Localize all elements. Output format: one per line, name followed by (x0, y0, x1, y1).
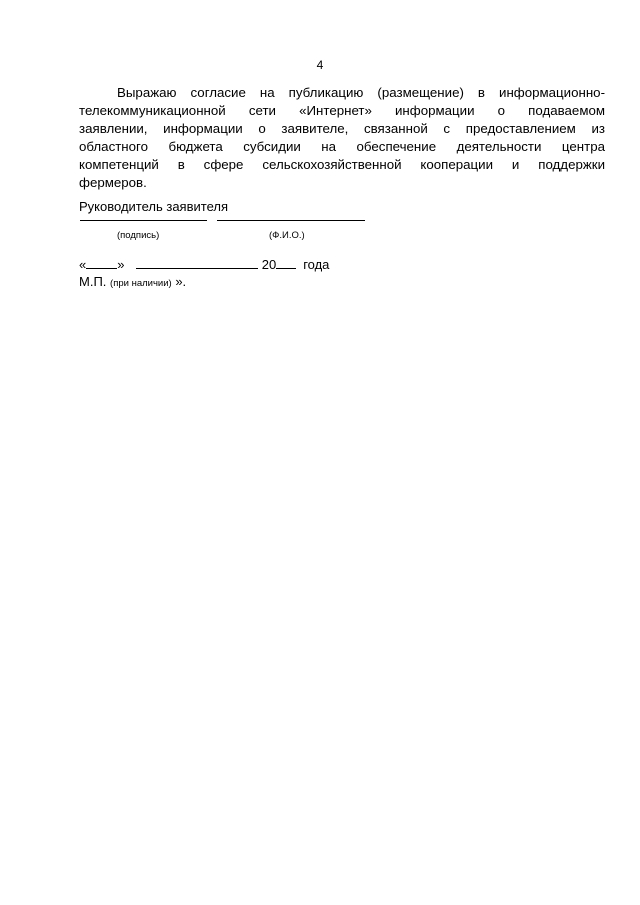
consent-line-5: компетенций в сфере сельскохозяйственной кооперации и поддержки (79, 157, 605, 172)
stamp-note: (при наличии) (110, 278, 172, 289)
consent-paragraph (79, 84, 605, 192)
year-word: года (303, 257, 330, 272)
consent-line-6: фермеров. (79, 175, 147, 190)
stamp-line (79, 274, 186, 289)
fio-caption: (Ф.И.О.) (269, 230, 305, 241)
signature-blank (80, 220, 207, 221)
page-number: 4 (316, 58, 324, 72)
consent-line-3: заявлении, информации о заявителе, связанной с предоставлением из (79, 121, 605, 136)
date-close-quote: » (117, 257, 125, 272)
consent-line-1: Выражаю согласие на публикацию (размещение) в информационно- (117, 85, 605, 100)
year-blank (276, 256, 296, 269)
date-open-quote: « (79, 257, 87, 272)
month-blank (136, 256, 258, 269)
applicant-head-label: Руководитель заявителя (79, 199, 228, 214)
date-line (79, 256, 329, 272)
day-blank (86, 256, 117, 269)
stamp-tail: ». (175, 274, 187, 289)
consent-line-2: телекоммуникационной сети «Интернет» информации о подаваемом (79, 103, 605, 118)
year-prefix: 20 (261, 257, 277, 272)
fio-blank (217, 220, 365, 221)
consent-line-4: областного бюджета субсидии на обеспечение деятельности центра (79, 139, 605, 154)
stamp-label: М.П. (79, 274, 107, 289)
signature-caption: (подпись) (117, 230, 160, 241)
